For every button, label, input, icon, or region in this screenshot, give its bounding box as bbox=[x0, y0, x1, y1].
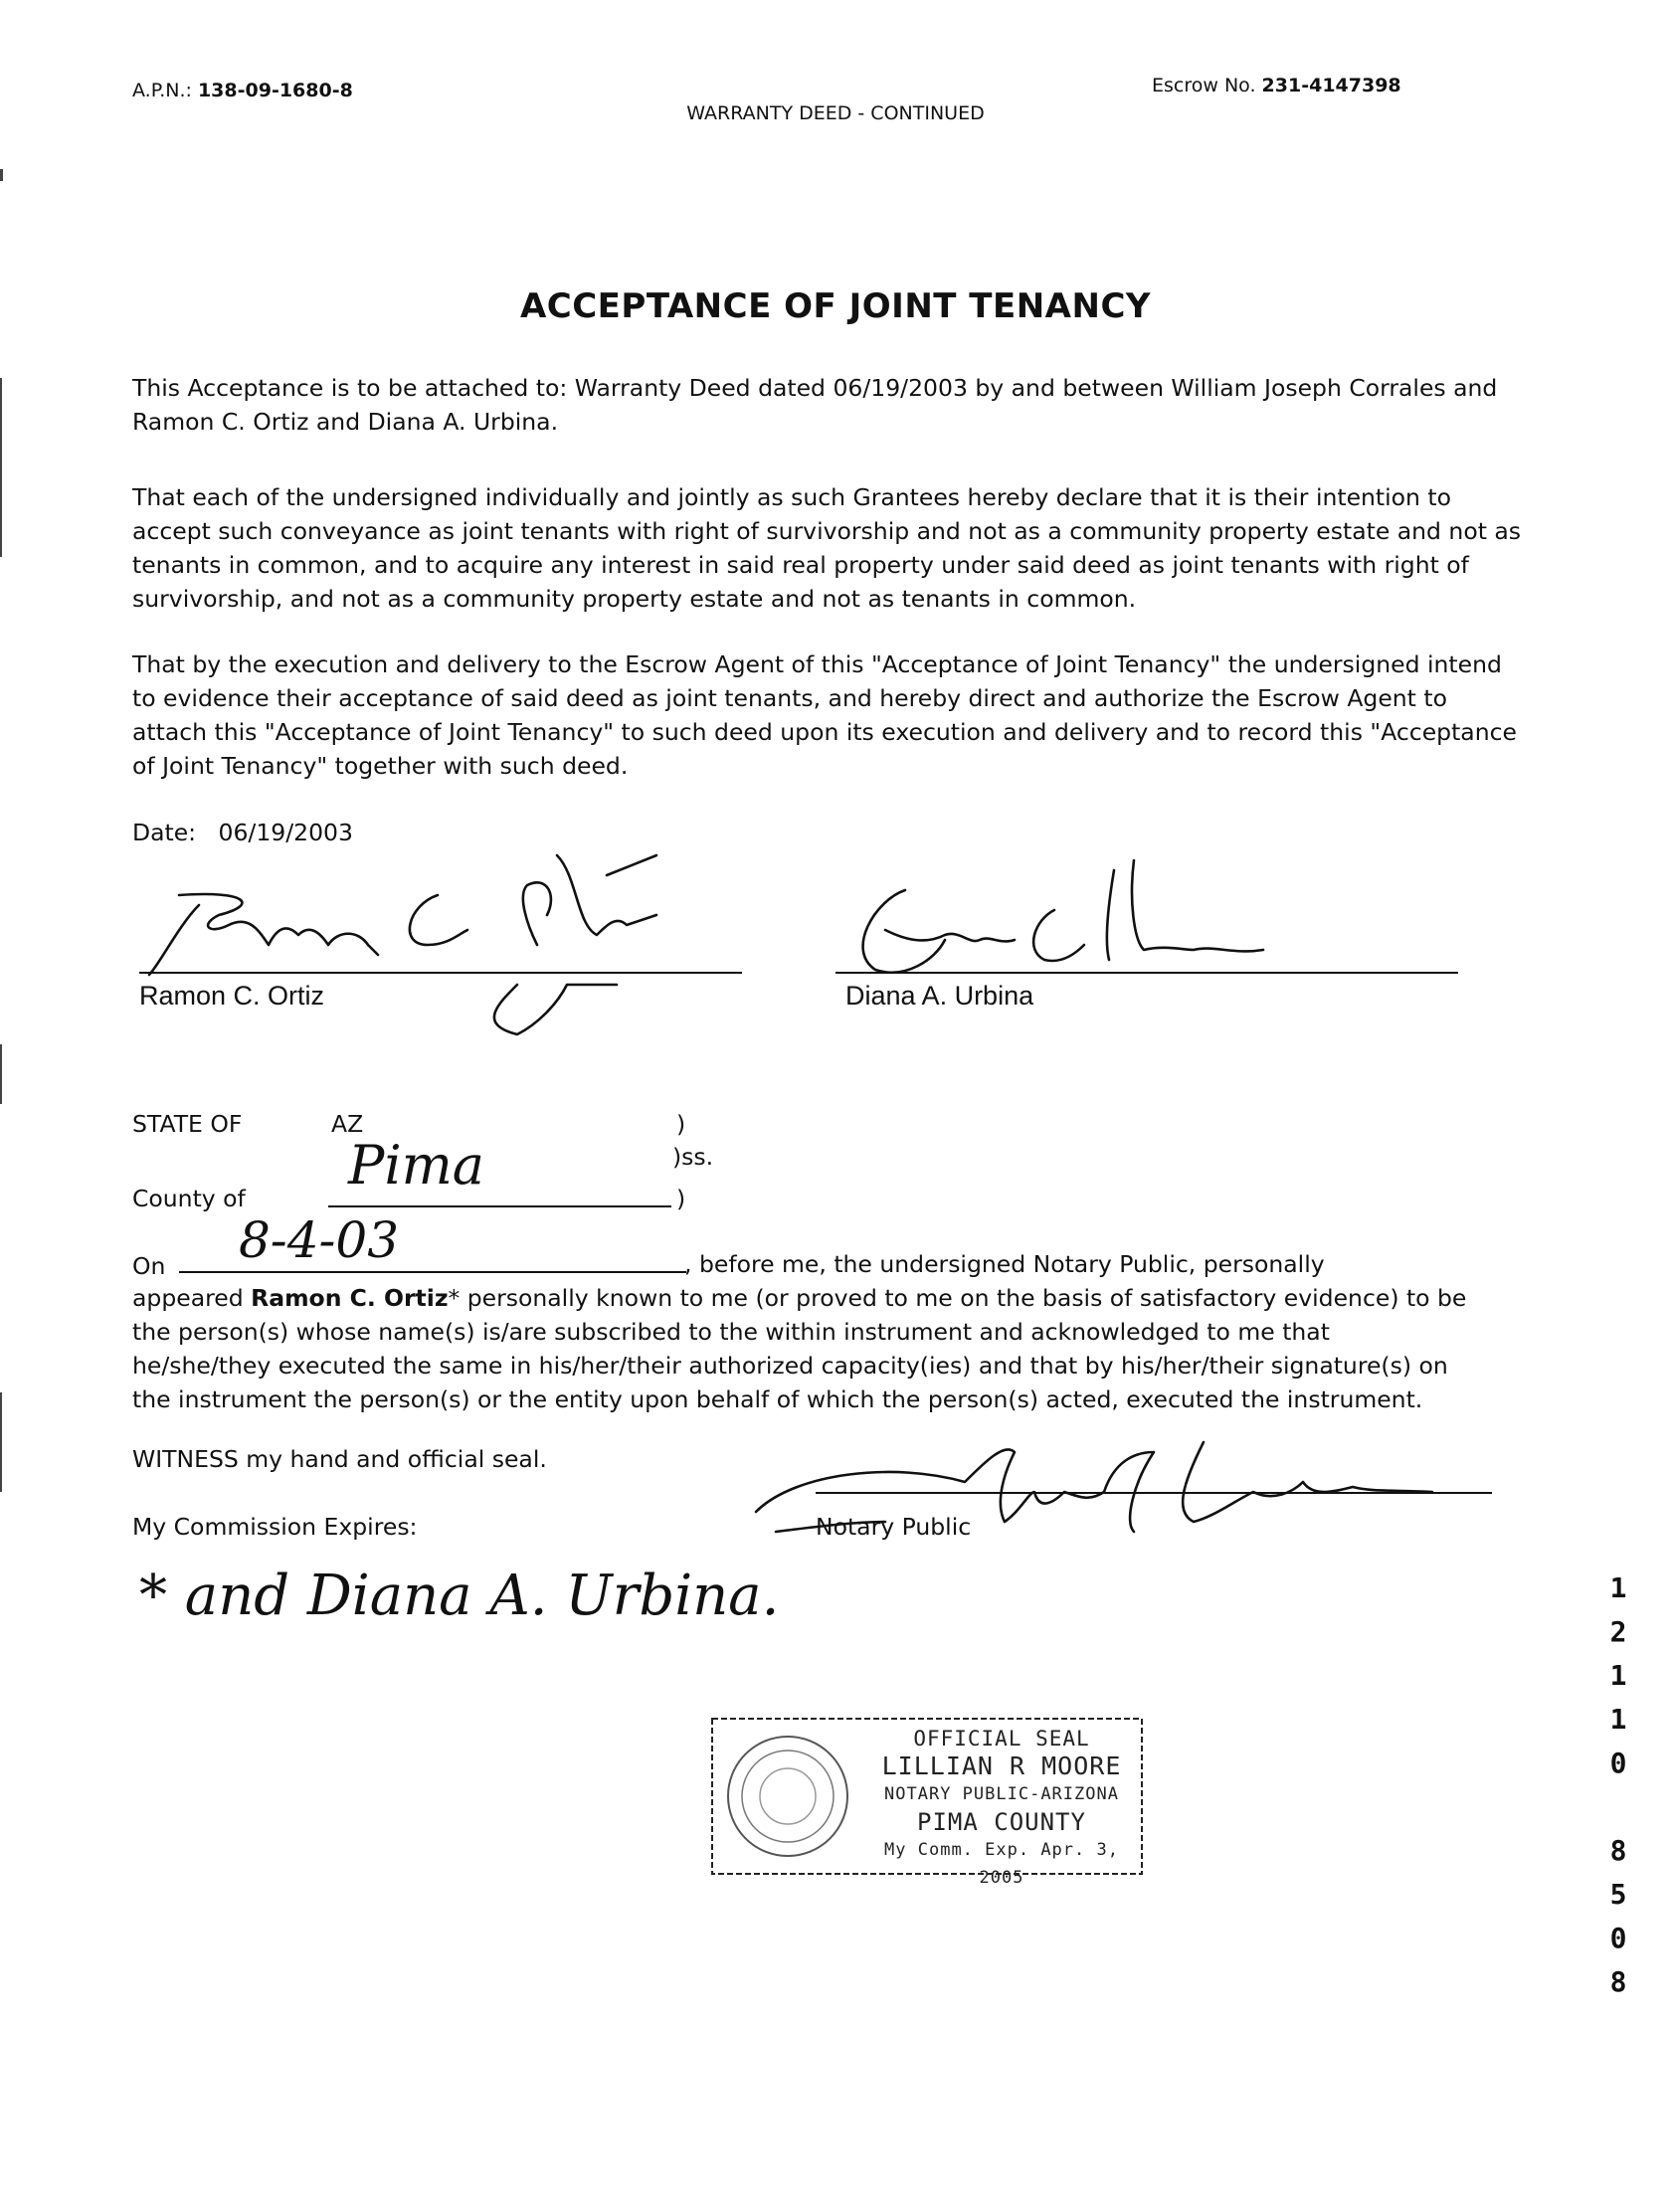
notary-line-2 bbox=[132, 1281, 1525, 1315]
on-label: On bbox=[132, 1252, 166, 1280]
seal-line-3: NOTARY PUBLIC-ARIZONA bbox=[884, 1784, 1119, 1804]
escrow-value: 231-4147398 bbox=[1261, 75, 1401, 96]
paragraph-attachment: This Acceptance is to be attached to: Warranty Deed dated 06/19/2003 by and between William Joseph Corrales and Ramon C. Ortiz and Diana A. Urbina. bbox=[132, 374, 1498, 436]
side-digit: 1 bbox=[1609, 1703, 1627, 1736]
notary-line-1: , before me, the undersigned Notary Public, personally bbox=[684, 1250, 1325, 1278]
signature-line-1 bbox=[139, 972, 742, 974]
seal-line-1: OFFICIAL SEAL bbox=[913, 1727, 1090, 1751]
seal-line-2: LILLIAN R MOORE bbox=[881, 1751, 1122, 1780]
scan-mark bbox=[0, 378, 2, 557]
notary-signature-line bbox=[816, 1492, 1492, 1494]
escrow-line bbox=[1152, 75, 1401, 96]
date-label: Date: bbox=[132, 819, 197, 846]
paragraph-authorization: That by the execution and delivery to the Escrow Agent of this "Acceptance of Joint Tenancy" the undersigned intend to evidence their acceptance of said deed as joint tenants, and hereby direct and authorize the Escrow Agent to attach this "Acceptance of Joint Tenancy" to such deed upon its execution and delivery and to record this "Acceptance of Joint Tenancy" together with such deed. bbox=[132, 650, 1517, 780]
signature-line-2 bbox=[836, 972, 1458, 974]
apn-line bbox=[132, 80, 353, 101]
ss-label: )ss. bbox=[672, 1143, 714, 1171]
side-digit: 8 bbox=[1609, 1834, 1627, 1867]
apn-value: 138-09-1680-8 bbox=[197, 80, 353, 101]
side-digit: 8 bbox=[1609, 1965, 1627, 1998]
side-digit-gap bbox=[1603, 1785, 1633, 1829]
paren-1: ) bbox=[676, 1110, 686, 1138]
seal-text bbox=[857, 1725, 1146, 1892]
on-date-handwritten: 8-4-03 bbox=[239, 1211, 400, 1269]
on-date-line bbox=[179, 1271, 686, 1273]
date-value: 06/19/2003 bbox=[218, 819, 353, 846]
signature-ramon-ortiz bbox=[139, 835, 696, 1054]
apn-label: A.P.N.: bbox=[132, 80, 192, 101]
county-label: County of bbox=[132, 1185, 246, 1212]
state-label: STATE OF bbox=[132, 1110, 243, 1138]
notary-line-4: he/she/they executed the same in his/her/their authorized capacity(ies) and that by his/her/their signature(s) on bbox=[132, 1352, 1448, 1380]
seal-line-4: PIMA COUNTY bbox=[917, 1808, 1086, 1836]
side-digit: 2 bbox=[1609, 1615, 1627, 1648]
side-digit: 0 bbox=[1609, 1922, 1627, 1954]
appeared-name: Ramon C. Ortiz bbox=[251, 1284, 449, 1312]
county-handwritten: Pima bbox=[348, 1134, 485, 1197]
notary-public-label: Notary Public bbox=[816, 1513, 972, 1541]
signer-name-2: Diana A. Urbina bbox=[845, 981, 1034, 1011]
signer-name-1: Ramon C. Ortiz bbox=[139, 981, 325, 1011]
notary-line-3: the person(s) whose name(s) is/are subscribed to the within instrument and acknowledged to me that bbox=[132, 1318, 1330, 1346]
commission-label: My Commission Expires: bbox=[132, 1513, 418, 1541]
escrow-label: Escrow No. bbox=[1152, 75, 1256, 96]
witness-line: WITNESS my hand and official seal. bbox=[132, 1445, 547, 1473]
side-digit: 0 bbox=[1609, 1747, 1627, 1779]
paren-3: ) bbox=[676, 1185, 686, 1212]
side-digit: 5 bbox=[1609, 1878, 1627, 1911]
signature-diana-urbina bbox=[836, 850, 1293, 1000]
official-seal bbox=[708, 1711, 1146, 1888]
county-line bbox=[328, 1205, 671, 1207]
scan-mark bbox=[0, 169, 3, 181]
seal-line-5: My Comm. Exp. Apr. 3, 2005 bbox=[884, 1840, 1119, 1888]
appeared-mark: * bbox=[448, 1284, 461, 1312]
notary-line-5: the instrument the person(s) or the entity upon behalf of which the person(s) acted, executed the instrument. bbox=[132, 1385, 1423, 1413]
paragraph-declaration: That each of the undersigned individually and jointly as such Grantees hereby declare that it is their intention to accept such conveyance as joint tenants with right of survivorship and not as a community property estate and not as tenants in common, and to acquire any interest in said real property under said deed as joint tenants with right of survivorship, and not as a community property estate and not as tenants in common. bbox=[132, 483, 1522, 613]
running-title: WARRANTY DEED - CONTINUED bbox=[686, 102, 985, 124]
document-title: ACCEPTANCE OF JOINT TENANCY bbox=[519, 286, 1152, 326]
scan-mark bbox=[0, 1044, 2, 1104]
recording-number-side bbox=[1603, 1567, 1633, 2004]
notary-line-2-rest: personally known to me (or proved to me on the basis of satisfactory evidence) to be bbox=[466, 1284, 1467, 1312]
handwritten-addition: * and Diana A. Urbina. bbox=[139, 1564, 780, 1628]
state-value: AZ bbox=[331, 1110, 364, 1138]
side-digit: 1 bbox=[1609, 1571, 1627, 1604]
side-digit: 1 bbox=[1609, 1659, 1627, 1692]
appeared-word: appeared bbox=[132, 1284, 244, 1312]
scan-mark bbox=[0, 1392, 2, 1492]
